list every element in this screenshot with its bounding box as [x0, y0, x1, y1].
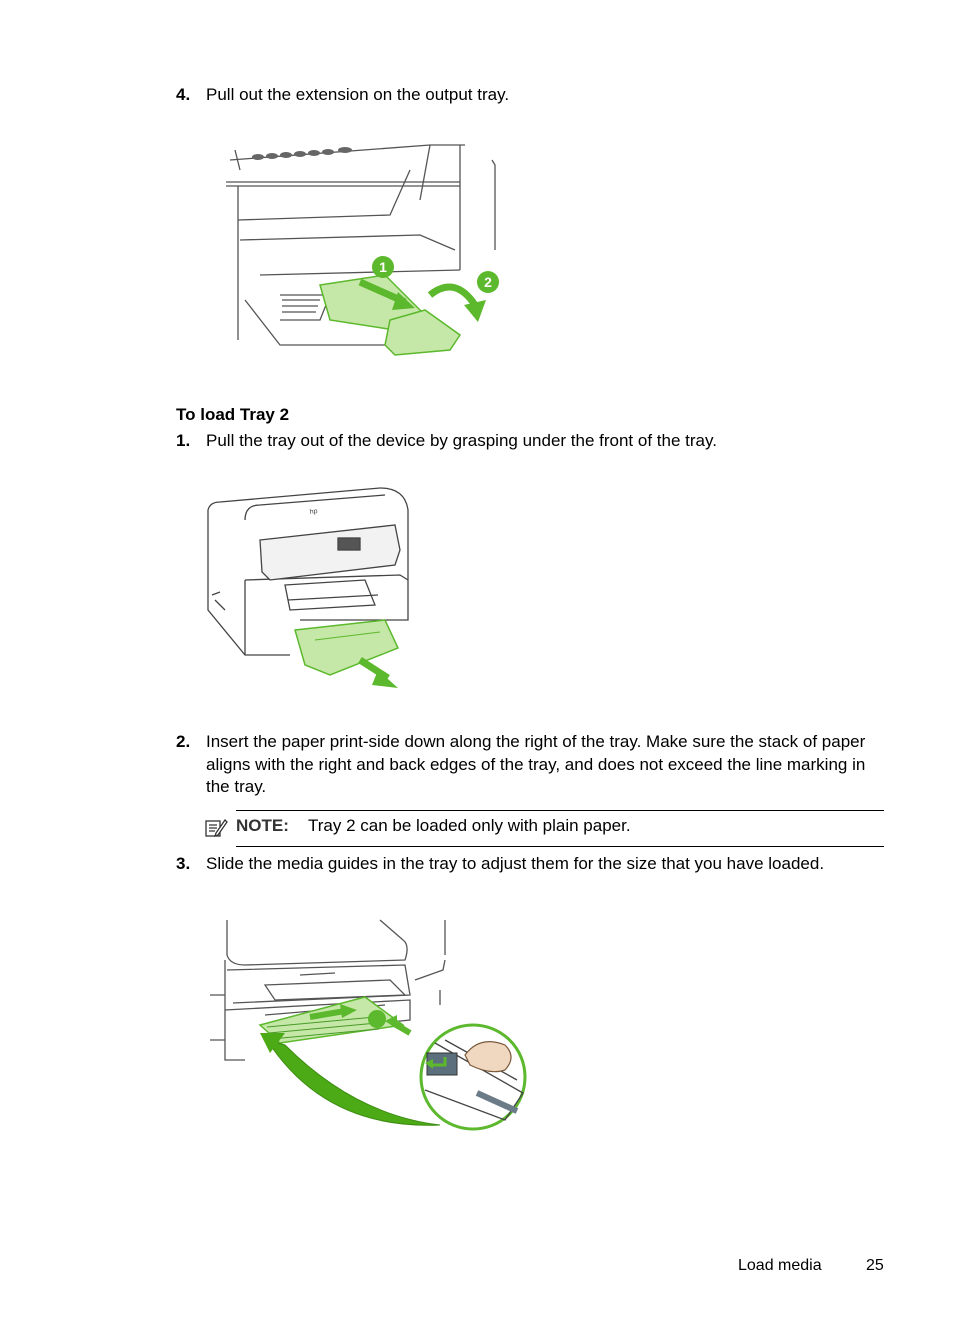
step-text: Slide the media guides in the tray to adjust them for the size that you have loaded. — [206, 854, 825, 873]
step-1 — [176, 430, 886, 453]
panel-button — [252, 154, 264, 160]
step-number: 3. — [176, 854, 191, 873]
step-number: 4. — [176, 85, 191, 104]
note-text: Tray 2 can be loaded only with plain paper. — [308, 816, 631, 835]
step-number: 2. — [176, 732, 191, 751]
note-top-rule — [236, 810, 884, 811]
footer-page-number: 25 — [866, 1257, 884, 1274]
step-4 — [176, 84, 886, 107]
callout-2-label: 2 — [484, 274, 492, 290]
section-heading: To load Tray 2 — [176, 405, 290, 424]
note-bottom-rule — [236, 846, 884, 847]
footer-section-title: Load media — [738, 1257, 822, 1274]
step-3 — [176, 853, 886, 876]
figure-output-tray-extension — [220, 140, 510, 365]
note-icon — [204, 817, 228, 839]
step-text: Pull out the extension on the output tray. — [206, 85, 510, 104]
step-number: 1. — [176, 431, 191, 450]
step-2 — [176, 731, 886, 799]
note-label: NOTE: — [236, 816, 289, 835]
figure-pull-out-tray — [200, 480, 420, 695]
svg-text:hp: hp — [309, 507, 318, 516]
step-text: Pull the tray out of the device by grasping under the front of the tray. — [206, 431, 717, 450]
callout-1-label: 1 — [379, 259, 387, 275]
figure-media-guides — [205, 915, 530, 1135]
note-box — [204, 815, 884, 839]
step-text: Insert the paper print-side down along the right of the tray. Make sure the stack of paper aligns with the right and back edges of the tray, and does not exceed the line marking in the tray. — [206, 732, 866, 796]
